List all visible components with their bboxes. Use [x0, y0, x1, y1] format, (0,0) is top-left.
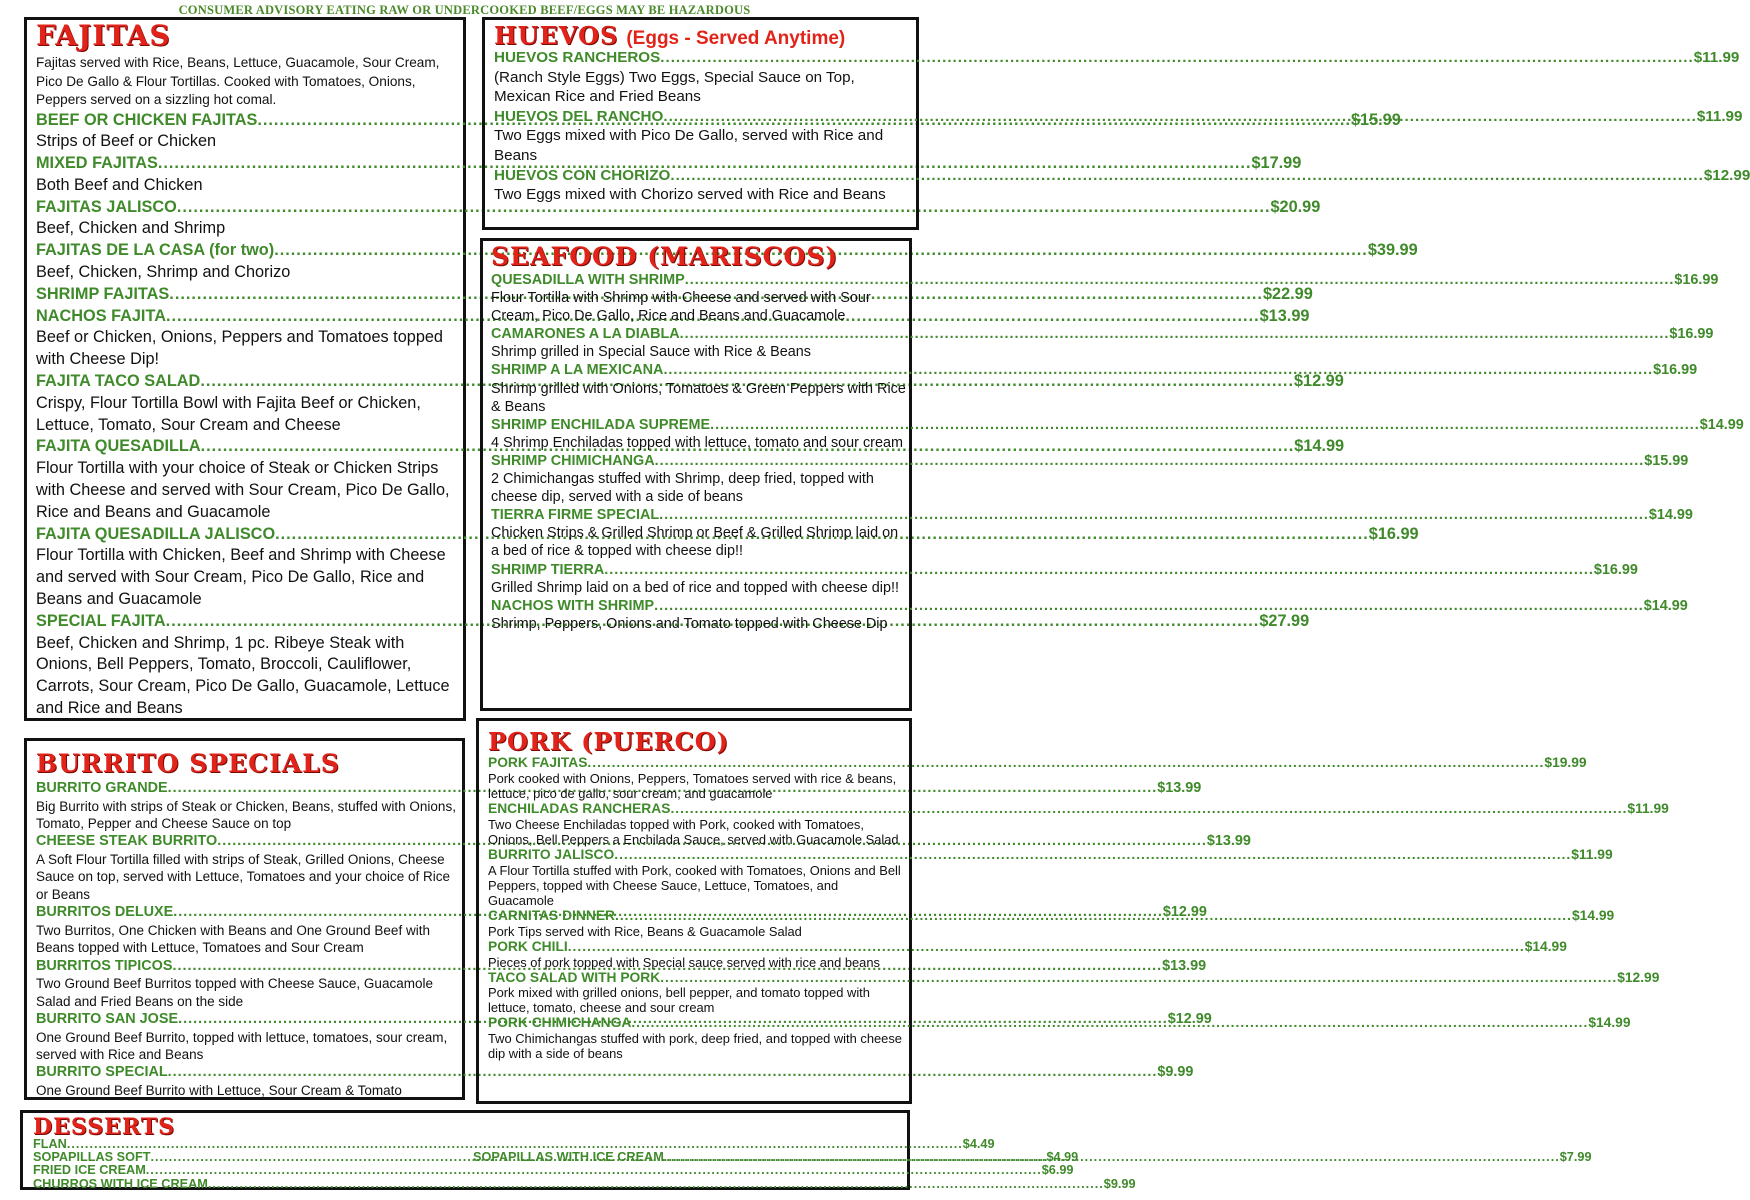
menu-item	[491, 271, 1719, 289]
item-price: $7.99	[1559, 1150, 1592, 1165]
item-description: One Ground Beef Burrito, topped with lettuce, tomatoes, sour cream, served with Rice and Beans	[36, 1029, 448, 1063]
item-name: NACHOS FAJITA	[36, 306, 166, 325]
item-price: $4.99	[1046, 1150, 1079, 1165]
desserts-title: DESSERTS	[33, 1114, 176, 1140]
item-price: $16.99	[1368, 524, 1419, 543]
consumer-advisory: CONSUMER ADVISORY EATING RAW OR UNDERCOOKED BEEF/EGGS MAY BE HAZARDOUS	[178, 3, 751, 17]
item-price: $12.99	[1703, 166, 1750, 184]
menu-item	[491, 506, 1693, 524]
item-name: TACO SALAD WITH PORK	[488, 969, 661, 985]
item-name: BURRITOS DELUXE	[36, 904, 174, 921]
huevos-title	[494, 21, 916, 50]
item-description: 4 Shrimp Enchiladas topped with lettuce, tomato and sour cream	[491, 434, 903, 451]
item-price: $17.99	[1251, 154, 1302, 173]
item-price: $13.99	[1259, 306, 1310, 325]
item-price: $22.99	[1262, 284, 1313, 303]
item-name: SPECIAL FAJITA	[36, 611, 166, 630]
menu-item	[491, 561, 1638, 579]
item-price: $9.99	[1103, 1176, 1136, 1191]
item-name: CARNITAS DINNER	[488, 907, 615, 923]
desserts-section	[20, 1110, 1592, 1191]
item-description: Two Eggs mixed with Pico De Gallo, served with Rice and Beans	[494, 127, 884, 164]
item-name: FLAN	[33, 1137, 67, 1151]
item-name: HUEVOS RANCHEROS	[494, 49, 661, 66]
item-description: Crispy, Flour Tortilla Bowl with Fajita Beef or Chicken, Lettuce, Tomato, Sour Cream and Cheese	[36, 393, 421, 434]
item-name: ENCHILADAS RANCHERAS	[488, 800, 671, 816]
item-price: $11.99	[1627, 800, 1669, 816]
item-price: $12.99	[1167, 1011, 1212, 1028]
item-name: CHURROS WITH ICE CREAM	[33, 1176, 208, 1191]
item-name: BURRITOS TIPICOS	[36, 957, 173, 974]
pork-title: PORK (PUERCO)	[488, 727, 730, 756]
item-description: Pork Tips served with Rice, Beans & Guacamole Salad	[488, 923, 802, 939]
item-description: 2 Chimichangas stuffed with Shrimp, deep fried, topped with cheese dip, served with a side of beans	[491, 471, 874, 506]
item-price: $14.99	[1294, 437, 1345, 456]
menu-item	[36, 284, 1313, 306]
item-name: SHRIMP CHIMICHANGA	[491, 452, 655, 469]
fajitas-title: FAJITAS	[36, 19, 171, 52]
item-description: Two Ground Beef Burritos topped with Cheese Sauce, Guacamole Salad and Fried Beans on the side	[36, 976, 433, 1009]
item-description: Shrimp, Peppers, Onions and Tomato topped with Cheese Dip	[491, 615, 888, 632]
menu-item	[488, 938, 1567, 955]
item-price: $4.49	[962, 1137, 995, 1151]
item-description: Shrimp grilled in Special Sauce with Rice & Beans	[491, 344, 811, 361]
item-name: SHRIMP ENCHILADA SUPREME	[491, 416, 711, 433]
item-name: FAJITA TACO SALAD	[36, 372, 201, 391]
item-price: $11.99	[1696, 107, 1743, 125]
item-name: FAJITAS JALISCO	[36, 197, 177, 216]
item-description: Both Beef and Chicken	[36, 175, 203, 194]
item-price: $6.99	[1041, 1163, 1074, 1178]
menu-item	[488, 800, 1669, 817]
item-description: (Ranch Style Eggs) Two Eggs, Special Sauce on Top, Mexican Rice and Fried Beans	[494, 68, 855, 106]
item-description: Two Chimichangas stuffed with pork, deep fried, and topped with cheese dip with a side of beans	[488, 1031, 902, 1062]
menu-item	[494, 166, 1750, 186]
item-description: Beef, Chicken and Shrimp, 1 pc. Ribeye Steak with Onions, Bell Peppers, Tomato, Broccoli, Cauliflower, Carrots, Sour Cream, Pico De Gallo, Guacamole, Lettuce and Rice and Beans	[36, 633, 450, 718]
menu-item	[494, 48, 1740, 68]
item-description: Beef or Chicken, Onions, Peppers and Tomatoes topped with Cheese Dip!	[36, 328, 443, 369]
huevos-subtitle: (Eggs - Served Anytime)	[626, 28, 846, 49]
menu-item	[491, 452, 1689, 470]
item-price: $12.99	[1293, 372, 1344, 391]
item-name: CAMARONES A LA DIABLA	[491, 326, 680, 343]
item-name: FRIED ICE CREAM	[33, 1163, 146, 1178]
item-name: PORK CHILI	[488, 938, 568, 954]
item-name: BURRITO JALISCO	[488, 846, 615, 862]
item-description: Beef, Chicken and Shrimp	[36, 219, 226, 238]
item-name: SOPAPILLAS WITH ICE CREAM	[473, 1150, 664, 1165]
menu-item	[488, 969, 1660, 986]
item-description: Flour Tortilla with your choice of Steak or Chicken Strips with Cheese and served with Sour Cream, Pico De Gallo, Rice and Beans and Guacamole	[36, 459, 450, 521]
burritos-title: BURRITO SPECIALS	[36, 749, 340, 778]
item-price: $13.99	[1162, 957, 1207, 974]
item-price: $16.99	[1669, 326, 1714, 343]
item-price: $13.99	[1157, 780, 1202, 796]
item-price: $9.99	[1157, 1064, 1194, 1081]
menu-item	[491, 325, 1714, 343]
item-price: $12.99	[1162, 904, 1207, 921]
item-price: $15.99	[1644, 452, 1689, 469]
item-price: $11.99	[1693, 49, 1740, 66]
item-description: Pork mixed with grilled onions, bell pepper, and tomato topped with lettuce, tomato, cheese and sour cream	[488, 985, 870, 1016]
item-description: One Ground Beef Burrito with Lettuce, Sour Cream & Tomato	[36, 1083, 402, 1099]
menu-item	[491, 361, 1698, 379]
menu-item	[36, 371, 1344, 393]
item-price: $14.99	[1524, 938, 1567, 954]
item-name: HUEVOS CON CHORIZO	[494, 166, 671, 184]
item-price: $16.99	[1653, 362, 1698, 379]
seafood-title: SEAFOOD (MARISCOS)	[491, 242, 839, 271]
item-name: NACHOS WITH SHRIMP	[491, 597, 655, 614]
item-name: QUESADILLA WITH SHRIMP	[491, 272, 685, 288]
item-description: Big Burrito with strips of Steak or Chicken, Beans, stuffed with Onions, Tomato, Pepper and Cheese Sauce on top	[36, 798, 456, 831]
item-name: MIXED FAJITAS	[36, 154, 158, 173]
item-description: Chicken Strips & Grilled Shrimp or Beef & Grilled Shrimp laid on a bed of rice & topped with cheese dip!!	[491, 525, 899, 560]
menu-item	[36, 1063, 1194, 1082]
fajitas-intro: Fajitas served with Rice, Beans, Lettuce, Guacamole, Sour Cream, Pico De Gallo & Flour Tortillas. Cooked with Tomatoes, Onions, Peppers served on a sizzling hot comal.	[36, 55, 440, 107]
item-description: Strips of Beef or Chicken	[36, 132, 217, 151]
item-price: $14.99	[1588, 1015, 1631, 1031]
menu-item	[491, 597, 1688, 615]
item-description: A Soft Flour Tortilla filled with strips of Steak, Grilled Onions, Cheese Sauce on top, served with Lettuce, Tomatoes and your choice of Rice or Beans	[36, 852, 450, 902]
item-price: $16.99	[1593, 561, 1638, 578]
item-description: Beef, Chicken, Shrimp and Chorizo	[36, 263, 291, 282]
item-price: $14.99	[1648, 507, 1693, 524]
menu-item	[488, 755, 1587, 771]
item-price: $20.99	[1270, 197, 1321, 216]
menu-item	[36, 832, 1251, 851]
item-name: BEEF OR CHICKEN FAJITAS	[36, 110, 258, 129]
huevos-title-text: HUEVOS	[494, 21, 619, 50]
item-name: BURRITO SPECIAL	[36, 1064, 168, 1081]
item-price: $19.99	[1544, 755, 1587, 770]
item-name: SHRIMP A LA MEXICANA	[491, 362, 664, 379]
item-price: $14.99	[1699, 416, 1744, 433]
item-description: Pieces of pork topped with Special sauce served with rice and beans	[488, 954, 880, 970]
item-description: Flour Tortilla with Shrimp with Cheese and served with Sour Cream, Pico De Gallo, Rice and Beans and Guacamole	[491, 290, 871, 325]
item-price: $13.99	[1206, 833, 1251, 850]
dessert-item-churros	[33, 1176, 1136, 1191]
item-name: FAJITA QUESADILLA	[36, 437, 201, 456]
item-name: FAJITAS DE LA CASA (for two)	[36, 241, 275, 260]
item-price: $16.99	[1674, 272, 1719, 288]
item-description: Shrimp grilled with Onions, Tomatoes & Green Peppers with Rice & Beans	[491, 380, 906, 415]
item-price: $14.99	[1571, 907, 1615, 923]
item-price: $27.99	[1259, 611, 1310, 630]
dessert-item-fried-ice-cream	[33, 1163, 1074, 1178]
item-name: TIERRA FIRME SPECIAL	[491, 507, 660, 524]
item-name: SHRIMP TIERRA	[491, 561, 605, 578]
item-name: PORK CHIMICHANGA	[488, 1015, 632, 1031]
menu-item	[36, 197, 1321, 219]
item-name: HUEVOS DEL RANCHO	[494, 107, 664, 125]
item-name: SHRIMP FAJITAS	[36, 284, 170, 303]
item-name: CHEESE STEAK BURRITO	[36, 833, 218, 850]
item-description: Flour Tortilla with Chicken, Beef and Shrimp with Cheese and served with Sour Cream, Pico De Gallo, Rice and Beans and Guacamole	[36, 546, 446, 609]
item-description: Two Cheese Enchiladas topped with Pork, cooked with Tomatoes, Onions, Bell Peppers a Enchilada Sauce, served with Guacamole Salad	[488, 816, 899, 847]
item-name: BURRITO SAN JOSE	[36, 1011, 179, 1028]
item-name: SOPAPILLAS SOFT	[33, 1150, 151, 1165]
item-name: BURRITO GRANDE	[36, 780, 168, 796]
menu-item	[488, 846, 1613, 863]
item-description: Two Burritos, One Chicken with Beans and One Ground Beef with Beans topped with Lettuce, Tomatoes and Sour Cream	[36, 922, 430, 956]
item-description: Pork cooked with Onions, Peppers, Tomatoes served with rice & beans, lettuce, pico de gallo, sour cream, and guacamole	[488, 770, 897, 801]
item-description: Grilled Shrimp laid on a bed of rice and topped with cheese dip!!	[491, 579, 899, 596]
item-name: PORK FAJITAS	[488, 755, 588, 770]
item-name: FAJITA QUESADILLA JALISCO	[36, 524, 276, 543]
menu-item	[491, 416, 1744, 434]
item-price: $15.99	[1350, 110, 1401, 129]
item-price: $11.99	[1571, 846, 1613, 862]
item-price: $12.99	[1617, 969, 1660, 985]
item-price: $39.99	[1367, 241, 1418, 260]
item-description: A Flour Tortilla stuffed with Pork, cooked with Tomatoes, Onions and Bell Peppers, topped with Cheese Sauce, Lettuce, Tomatoes, and Guacamole	[488, 862, 901, 908]
item-description: Two Eggs mixed with Chorizo served with Rice and Beans	[494, 186, 886, 204]
item-price: $14.99	[1643, 597, 1688, 614]
